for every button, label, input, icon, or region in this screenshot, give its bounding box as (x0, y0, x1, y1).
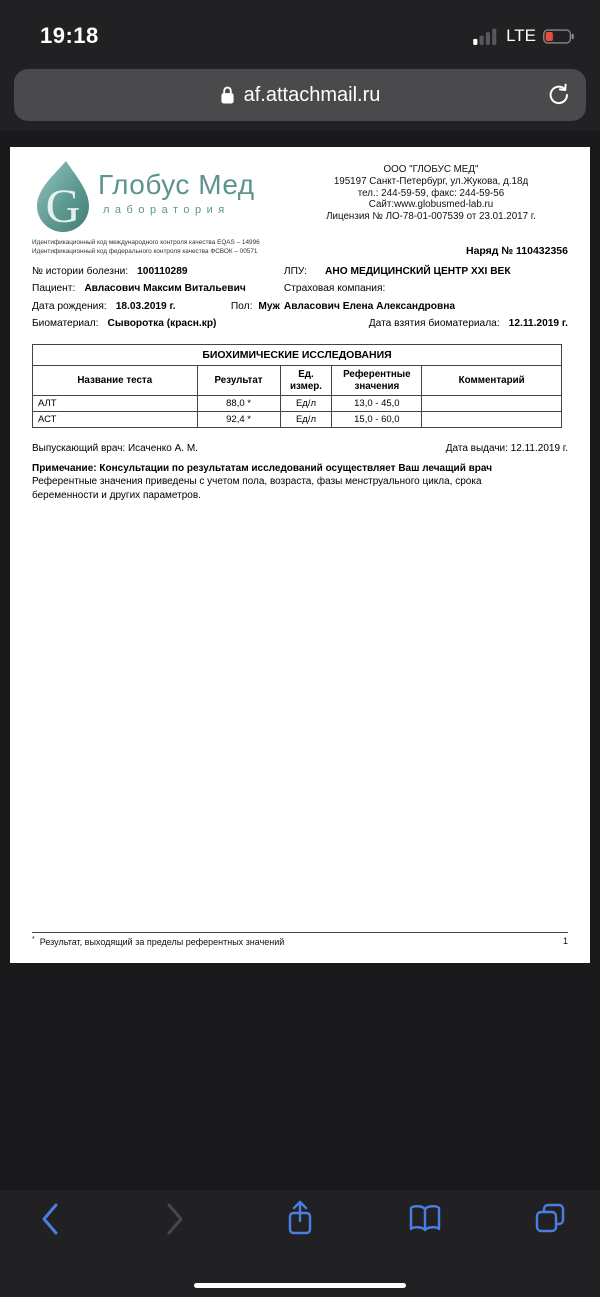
book-icon (407, 1202, 443, 1236)
table-header-row (33, 365, 562, 396)
cell-result: 88,0 * (197, 396, 280, 412)
cell-reference: 13,0 - 45,0 (332, 396, 422, 412)
company-site: Сайт:www.globusmed-lab.ru (368, 199, 494, 211)
reload-button[interactable] (547, 83, 571, 107)
quality-control-ids (32, 239, 260, 257)
page-number: 1 (562, 936, 568, 946)
signal-strength-icon (473, 28, 499, 45)
company-name: ООО "ГЛОБУС МЕД" (383, 164, 479, 175)
table-title: БИОХИМИЧЕСКИЕ ИССЛЕДОВАНИЯ (33, 344, 562, 365)
history-label: № истории болезни: (32, 265, 129, 277)
lab-report-page (10, 147, 590, 963)
logo-letter: G (45, 180, 81, 233)
lpu-label: ЛПУ: (283, 265, 307, 277)
birthdate-label: Дата рождения: (32, 300, 107, 312)
status-bar (0, 0, 600, 58)
address-bar[interactable] (14, 69, 586, 121)
id-line-fsvok: Идентификационный код федерального контроля качества ФСВОК – 00571 (32, 247, 258, 255)
sampling-date-value: 12.11.2019 г. (508, 318, 568, 330)
droplet-logo-icon (30, 159, 94, 233)
col-header-reference: Референтные значения (332, 365, 422, 396)
tabs-button[interactable] (532, 1200, 568, 1238)
chevron-right-icon (162, 1201, 188, 1237)
browser-chrome-top (0, 0, 600, 131)
cell-test-name: АСТ (33, 412, 198, 428)
battery-icon (543, 29, 574, 44)
company-license: Лицензия № ЛО-78-01-007539 от 23.01.2017 г. (326, 211, 536, 222)
url-text: af.attachmail.ru (243, 83, 381, 106)
browser-viewport (0, 131, 600, 1190)
results-table (32, 344, 562, 429)
asterisk-marker: * (32, 936, 35, 943)
biomaterial-label: Биоматериал: (32, 318, 99, 330)
id-line-eqas: Идентификационный код международного контроля качества EQAS – 14996 (32, 239, 260, 246)
sex-label: Пол: (230, 300, 253, 312)
order-number: Наряд № 110432356 (465, 244, 568, 257)
patient-label: Пациент: (32, 283, 76, 295)
page-footer (32, 932, 568, 947)
col-header-comment: Комментарий (422, 365, 562, 396)
table-row (33, 412, 562, 428)
issuing-doctor: Выпускающий врач: Исаченко А. М. (32, 443, 198, 455)
bookmarks-button[interactable] (407, 1200, 443, 1238)
browser-toolbar (0, 1190, 600, 1297)
sampling-date-label: Дата взятия биоматериала: (368, 318, 500, 330)
cell-units: Ед/л (280, 412, 332, 428)
lpu-value: АНО МЕДИЦИНСКИЙ ЦЕНТР XXI ВЕК (325, 265, 511, 277)
col-header-test: Название теста (33, 365, 198, 396)
note-heading: Примечание: Консультации по результатам исследований осуществляет Ваш лечащий врач (32, 463, 492, 475)
sex-value: Муж (258, 300, 280, 312)
share-icon (283, 1199, 317, 1239)
table-row (33, 396, 562, 412)
company-info-block (292, 164, 570, 233)
company-address: 195197 Санкт-Петербург, ул.Жукова, д.18д (333, 175, 529, 187)
lab-name: Глобус Мед (98, 169, 255, 200)
status-time: 19:18 (40, 23, 99, 48)
reference-footnote: * Результат, выходящий за пределы референтных значений (32, 936, 285, 947)
cell-comment (422, 396, 562, 412)
home-indicator[interactable] (194, 1283, 406, 1288)
insurance-label: Страховая компания: (283, 283, 386, 295)
history-value: 100110289 (137, 265, 188, 277)
insurance-person: Авласович Елена Александровна (283, 300, 456, 312)
lab-subtitle: лаборатория (103, 204, 230, 216)
cell-result: 92,4 * (197, 412, 280, 428)
cell-test-name: АЛТ (33, 396, 198, 412)
cell-reference: 15,0 - 60,0 (332, 412, 422, 428)
issue-date: Дата выдачи: 12.11.2019 г. (445, 443, 568, 455)
company-phone: тел.: 244-59-59, факс: 244-59-56 (357, 187, 505, 199)
cell-units: Ед/л (280, 396, 332, 412)
note-text: Референтные значения приведены с учетом пола, возраста, фазы менструального цикла, срока беременности и других параметров. (32, 476, 482, 501)
forward-button[interactable] (157, 1200, 193, 1238)
network-type-label: LTE (506, 26, 536, 45)
biomaterial-value: Сыворотка (красн.кр) (107, 318, 217, 330)
lock-icon (220, 85, 235, 105)
lab-logo (30, 159, 255, 233)
patient-info-section (10, 257, 590, 336)
chevron-left-icon (37, 1201, 63, 1237)
tabs-overview-icon (533, 1202, 567, 1236)
share-button[interactable] (282, 1200, 318, 1238)
patient-name: Авласович Максим Витальевич (84, 283, 246, 295)
birthdate-value: 18.03.2019 г. (115, 300, 176, 312)
col-header-result: Результат (197, 365, 280, 396)
cell-comment (422, 412, 562, 428)
col-header-units: Ед. измер. (280, 365, 332, 396)
back-button[interactable] (32, 1200, 68, 1238)
